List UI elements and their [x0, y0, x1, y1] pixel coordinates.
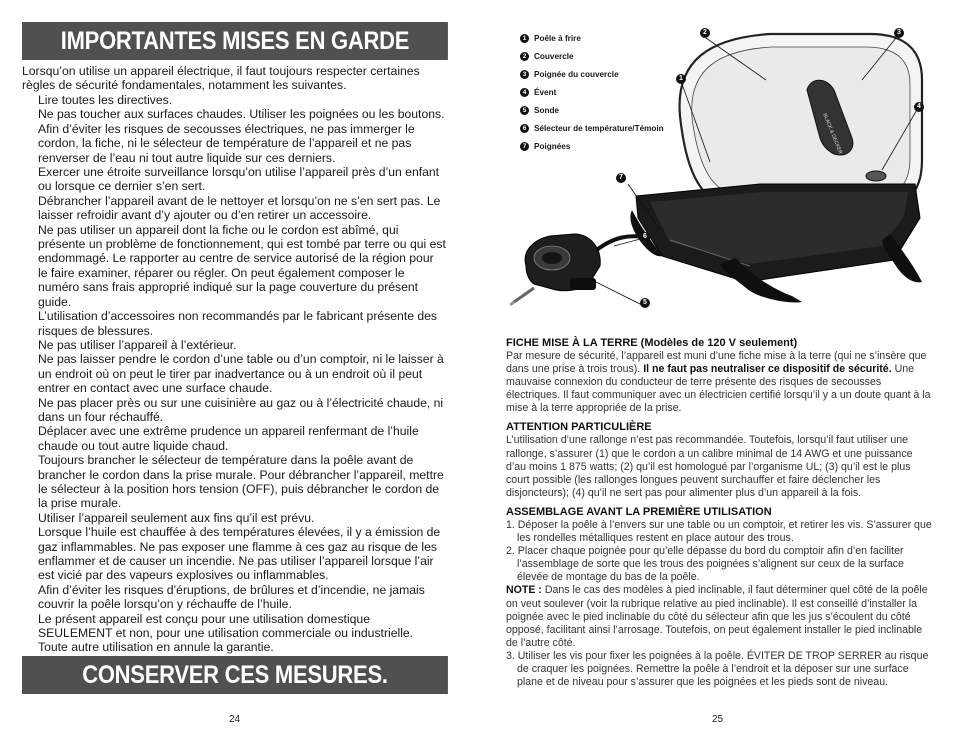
safety-rule: Ne pas placer près ou sur une cuisinière au gaz ou à l’électricité chaude, ni dans un four réchauffé.	[38, 395, 444, 424]
safety-rule: Débrancher l’appareil avant de le nettoyer et lorsqu’on ne s’en sert pas. Le laisser refroidir avant d’y ajouter ou d’en retirer un accessoire.	[38, 193, 441, 223]
warnings-intro: Lorsqu’on utilise un appareil électrique, il faut toujours respecter certaines règles de sécurité fondamentales, notamment les suivantes.	[22, 64, 420, 93]
skillet-illustration	[510, 20, 934, 320]
part-label: Couvercle	[534, 52, 574, 61]
part-number: 4	[520, 88, 529, 97]
save-instructions-banner	[22, 656, 448, 694]
safety-rules-list	[22, 93, 446, 655]
instructions	[506, 336, 932, 694]
part-number: 1	[520, 34, 529, 43]
safety-rule: Afin d’éviter les risques d’éruptions, de brûlures et d’incendie, ne jamais couvrir la poêle lorsqu’on y réchauffe de l’huile.	[38, 582, 425, 612]
safety-rule: Ne pas toucher aux surfaces chaudes. Utiliser les poignées ou les boutons.	[38, 107, 445, 122]
ground-section	[506, 336, 932, 415]
callout-3: 3	[894, 28, 904, 38]
safety-rule: Exercer une étroite surveillance lorsqu’on utilise l’appareil près d’un enfant ou lorsque ce dernier s’en sert.	[38, 165, 440, 194]
ground-text: Par mesure de sécurité, l’appareil est muni d’une fiche mise à la terre (qui ne s’insère que dans une prise à trois trous). Il ne faut pas neutraliser ce dispositif de sécurité. Une mauvaise connexion du conducteur de terre présente des risques de secousses électriques. Il faut communiquer avec un électricien certifié lorsqu’il y a un doute quant à la mise à la terre appropriée de la prise.	[506, 350, 931, 415]
page-number-left: 24	[229, 714, 241, 725]
assembly-step-2: 2. Placer chaque poignée pour qu’elle dépasse du bord du comptoir afin d’en faciliter l’assemblage de sorte que les trous des poignées s’alignent sur ceux de la surface élevée de montage du bas de la poêle.	[506, 545, 904, 584]
right-page	[490, 0, 954, 738]
safety-rule: Ne pas utiliser l’appareil à l’extérieur.	[38, 337, 237, 352]
assembly-step-1: 1. Déposer la poêle à l’envers sur une table ou un comptoir, et retirer les vis. S’assurer que les rondelles métalliques restent en place autour des trous.	[506, 518, 932, 545]
safety-rule: L’utilisation d’accessoires non recommandés par le fabricant présente des risques de blessures.	[38, 309, 438, 338]
callout-4: 4	[914, 102, 924, 112]
safety-rule: Afin d’éviter les risques de secousses électriques, ne pas immerger le cordon, la fiche, ni le sélecteur de température de l’appareil et ne pas renverser de l’eau ni tout autre liquide sur ces derniers.	[38, 121, 415, 165]
safety-rule: Toujours brancher le sélecteur de température dans la poêle avant de brancher le cordon dans la prise murale. Pour débrancher l’appareil, mettre le sélecteur à la position hors tension (OFF), puis débrancher le cordon de la prise murale.	[38, 453, 444, 511]
assembly-steps	[506, 519, 932, 584]
save-instructions-text: CONSERVER CES MESURES.	[82, 661, 388, 689]
safety-rule: Lorsque l’huile est chauffée à des températures élevées, il y a émission de gaz inflammables. Ne pas exposer une flamme à ces gaz au risque de les enflammer et de causer un incendie. Ne pas utiliser l’appareil lorsque l’air est vicié par des vapeurs explosives ou inflammables.	[38, 525, 441, 583]
callout-1: 1	[676, 74, 686, 84]
warnings-banner	[22, 22, 448, 60]
attention-text: L’utilisation d’une rallonge n’est pas recommandée. Toutefois, lorsqu’il faut utiliser une rallonge, s’assurer (1) que le cordon a un calibre minimal de 14 AWG et une puissance d’au moins 1 875 watts; (2) qu’il est homologué par l’organisme UL; (3) qu’il est le plus court possible (les rallonges longues peuvent surchauffer et faire déclencher les disjoncteurs); (4) qu’il ne sert pas pour alimenter plus d’un appareil à la fois.	[506, 434, 913, 499]
safety-rule: Le présent appareil est conçu pour une utilisation domestique SEULEMENT et non, pour une utilisation commerciale ou industrielle. Toute autre utilisation en annule la garantie.	[38, 611, 414, 655]
attention-heading: ATTENTION PARTICULIÈRE	[506, 421, 652, 434]
callout-6: 6	[640, 232, 650, 242]
part-number: 3	[520, 70, 529, 79]
safety-rule: Ne pas laisser pendre le cordon d’une table ou d’un comptoir, ni le laisser à un endroit où on peut le tirer par inadvertance ou à un endroit où il peut entrer en contact avec une surface chaude.	[38, 352, 444, 396]
safety-rule: Lire toutes les directives.	[38, 93, 173, 107]
safety-rule: Déplacer avec une extrême prudence un appareil renfermant de l’huile chaude ou tout autre liquide chaud.	[38, 424, 419, 453]
ground-heading: FICHE MISE À LA TERRE (Modèles de 120 V seulement)	[506, 337, 798, 349]
assembly-steps-cont	[506, 650, 932, 689]
part-label: Poignée du couvercle	[534, 70, 619, 79]
part-label: Poignées	[534, 142, 571, 151]
part-number: 5	[520, 106, 529, 115]
part-label: Évent	[534, 88, 557, 97]
assembly-section	[506, 505, 932, 689]
assembly-heading: ASSEMBLAGE AVANT LA PREMIÈRE UTILISATION	[506, 505, 772, 518]
part-number: 6	[520, 124, 529, 133]
safety-rule: Ne pas utiliser un appareil dont la fiche ou le cordon est abîmé, qui présente un problème de fonctionnement, qui est tombé par terre ou qui est endommagé. Le rapporter au centre de service autorisé de la région pour le faire examiner, réparer ou régler. On peut également composer le numéro sans frais approprié indiqué sur la page couverture du présent guide.	[38, 222, 446, 309]
page-number-right: 25	[712, 714, 724, 725]
assembly-step-3: 3. Utiliser les vis pour fixer les poignées à la poêle. ÉVITER DE TROP SERRER au risque de craquer les poignées. Remettre la poêle à l’endroit et la déposer sur une surface plane et de niveau pour s’assurer que les poignées et les pieds sont de niveau.	[506, 649, 929, 689]
left-page	[0, 0, 470, 738]
safety-rule: Utiliser l’appareil seulement aux fins qu’il est prévu.	[38, 510, 315, 525]
warnings-title: IMPORTANTES MISES EN GARDE	[60, 27, 410, 55]
part-number: 2	[520, 52, 529, 61]
part-label: Poêle à frire	[534, 34, 581, 43]
attention-section	[506, 420, 932, 499]
callout-5: 5	[640, 298, 650, 308]
assembly-note: NOTE : Dans le cas des modèles à pied inclinable, il faut déterminer quel côté de la poêle on veut soulever (voir la rubrique relative au pied inclinable). Il est conseillé d’installer la poignée avec le pied inclinable du côté du sélecteur afin que les jus s’écoulent du côté opposé, facilitant ainsi l’arrosage. Toutefois, on peut également installer le pied inclinable de l’autre côté.	[506, 584, 928, 649]
parts-figure	[510, 20, 934, 320]
brand-mark: BLACK & DECKER	[821, 112, 844, 156]
part-number: 7	[520, 142, 529, 151]
callout-2: 2	[700, 28, 710, 38]
part-label: Sonde	[534, 106, 560, 115]
callout-7: 7	[616, 173, 626, 183]
part-label: Sélecteur de température/Témoin	[534, 124, 664, 133]
